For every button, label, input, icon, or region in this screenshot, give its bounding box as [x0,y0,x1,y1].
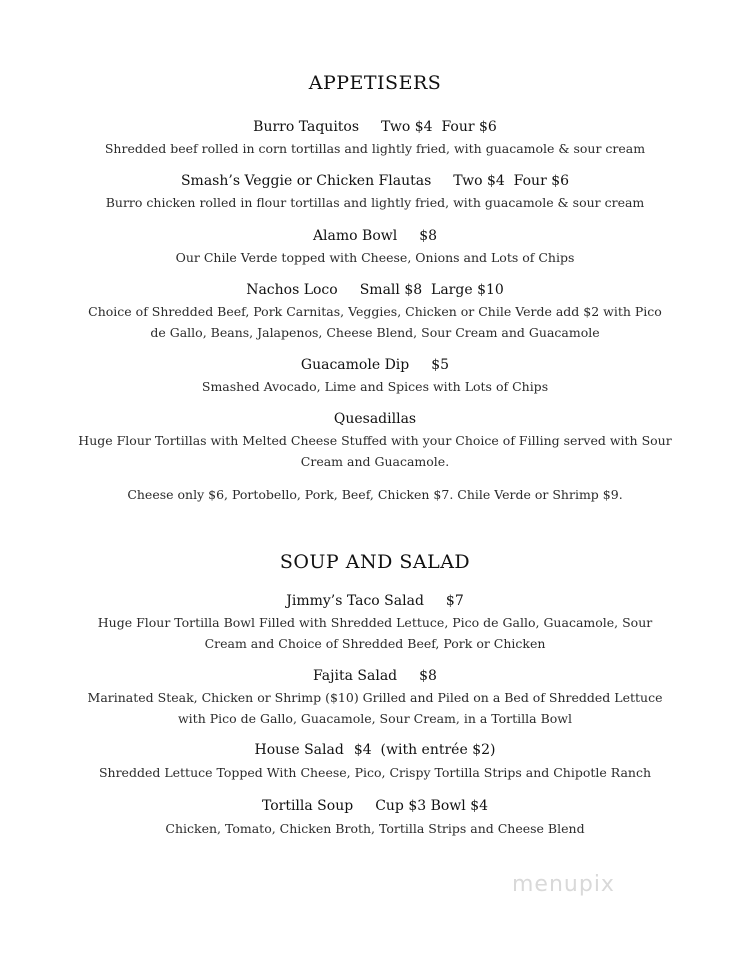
item-name: Jimmy’s Taco Salad [286,593,424,609]
item-price: Two $4 Four $6 [381,119,497,135]
menu-item-title [0,282,750,298]
item-price: $5 [431,357,450,373]
menu-item-description: Huge Flour Tortilla Bowl Filled with Shredded Lettuce, Pico de Gallo, Guacamole, Sour Cream and Choice of Shredded Beef, Pork or Chicken [97,615,653,651]
menu-item-description: Shredded Lettuce Topped With Cheese, Pico, Crispy Tortilla Strips and Chipotle Ranch [98,765,652,780]
item-name: House Salad [254,742,344,758]
menu-item-description: Marinated Steak, Chicken or Shrimp ($10) Grilled and Piled on a Bed of Shredded Lettuce with Pico de Gallo, Guacamole, Sour Cream, in a Tortilla Bowl [87,690,663,726]
item-price: $4 (with entrée $2) [353,742,496,758]
item-name: Fajita Salad [313,668,398,684]
item-price: Small $8 Large $10 [359,282,504,298]
menu-item-description: Shredded beef rolled in corn tortillas and lightly fried, with guacamole & sour cream [104,141,646,156]
item-price: Cup $3 Bowl $4 [375,798,489,814]
item-name: Nachos Loco [246,282,338,298]
menu-item-description: Huge Flour Tortillas with Melted Cheese Stuffed with your Choice of Filling served with Sour Cream and Guacamole. [78,433,672,469]
menu-item-description: Smashed Avocado, Lime and Spices with Lots of Chips [201,379,549,394]
soup-salad-heading: SOUP AND SALAD [279,551,471,573]
item-price: $7 [445,593,464,609]
menu-item-title [0,173,750,189]
item-price: $8 [419,228,438,244]
menu-item-title [0,228,750,244]
item-name: Tortilla Soup [261,798,354,814]
appetisers-heading: APPETISERS [308,72,442,94]
menupix-watermark: menupix [512,872,615,897]
item-name: Burro Taquitos [253,119,360,135]
menu-item-title [0,411,750,427]
menu-item-title [0,119,750,135]
menu-item-title [0,742,750,758]
menu-item-title [0,668,750,684]
menu-item-description: Choice of Shredded Beef, Pork Carnitas, Veggies, Chicken or Chile Verde add $2 with Pico de Gallo, Beans, Jalapenos, Cheese Blend, Sour Cream and Guacamole [88,304,662,340]
item-price: $8 [419,668,437,684]
menu-item-description: Chicken, Tomato, Chicken Broth, Tortilla Strips and Cheese Blend [165,821,585,836]
item-name: Smash’s Veggie or Chicken Flautas [180,173,432,189]
menu-item-title [0,357,750,373]
item-name: Alamo Bowl [312,228,398,244]
item-name: Quesadillas [333,411,417,427]
menu-item-title [0,593,750,609]
menu-item-description: Our Chile Verde topped with Cheese, Onions and Lots of Chips [175,250,575,265]
item-name: Guacamole Dip [300,357,410,373]
item-price: Two $4 Four $6 [453,173,570,189]
menu-item-title [0,798,750,814]
menu-item-extra: Cheese only $6, Portobello, Pork, Beef, Chicken $7. Chile Verde or Shrimp $9. [127,487,623,502]
menu-item-description: Burro chicken rolled in flour tortillas and lightly fried, with guacamole & sour cream [105,195,645,210]
